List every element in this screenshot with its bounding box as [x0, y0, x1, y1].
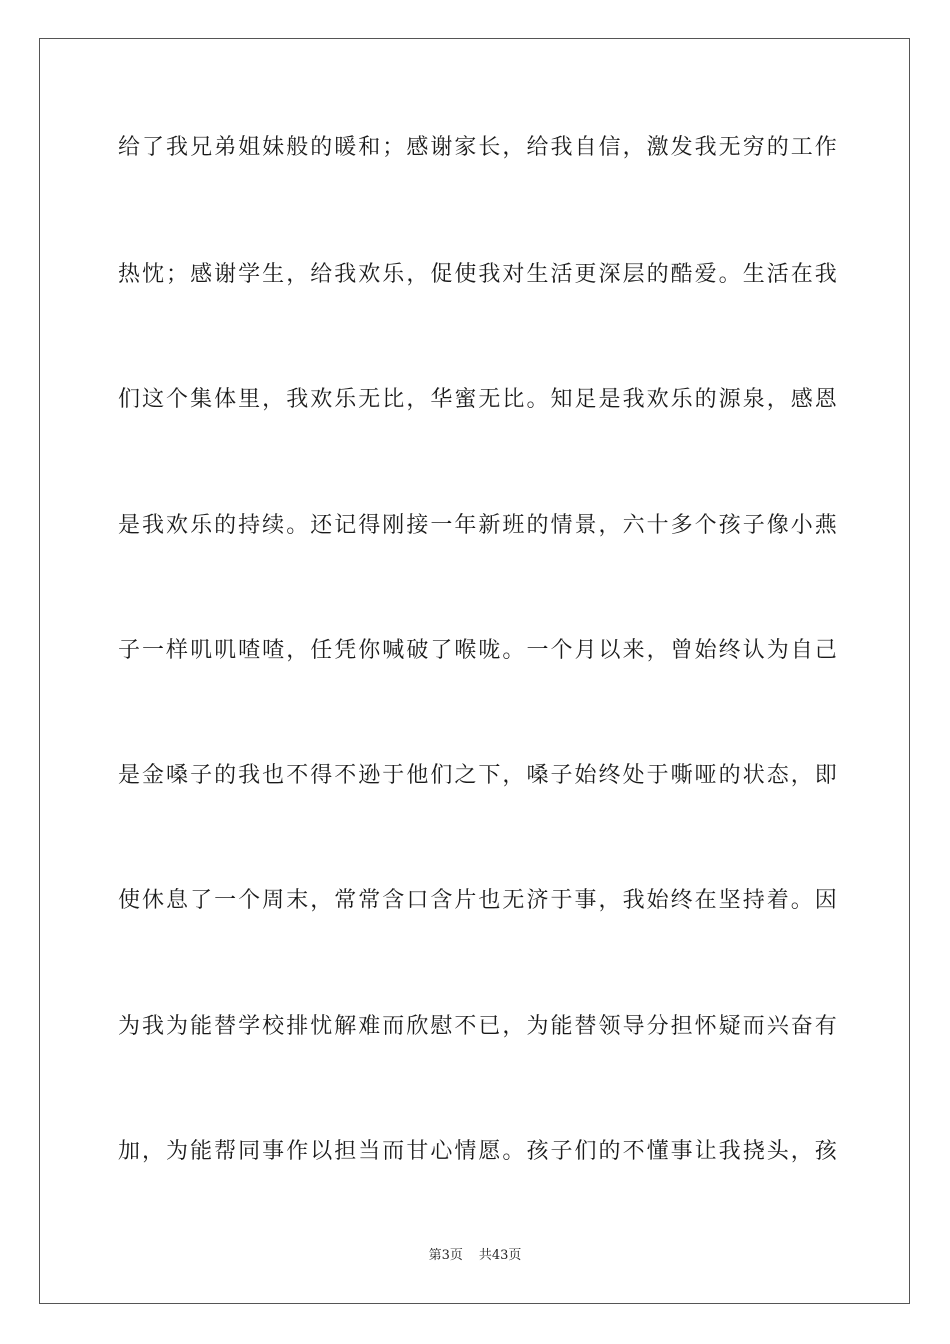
- text-line: 们这个集体里，我欢乐无比，华蜜无比。知足是我欢乐的源泉，感恩: [118, 387, 838, 412]
- text-line: 热忱；感谢学生，给我欢乐，促使我对生活更深层的酷爱。生活在我: [118, 262, 838, 287]
- text-line: 加，为能帮同事作以担当而甘心情愿。孩子们的不懂事让我挠头，孩: [118, 1139, 838, 1164]
- text-line: 给了我兄弟姐妹般的暖和；感谢家长，给我自信，激发我无穷的工作: [118, 135, 838, 160]
- text-line: 使休息了一个周末，常常含口含片也无济于事，我始终在坚持着。因: [118, 888, 838, 913]
- page-total: 共43页: [478, 1248, 522, 1263]
- text-line: 是金嗓子的我也不得不逊于他们之下，嗓子始终处于嘶哑的状态，即: [118, 763, 838, 788]
- page-border: [39, 38, 910, 1304]
- page-number: 第3页: [428, 1248, 463, 1263]
- text-line: 是我欢乐的持续。还记得刚接一年新班的情景，六十多个孩子像小燕: [118, 513, 838, 538]
- page-footer: [0, 1247, 950, 1265]
- text-line: 为我为能替学校排忧解难而欣慰不已，为能替领导分担怀疑而兴奋有: [118, 1014, 838, 1039]
- text-line: 子一样叽叽喳喳，任凭你喊破了喉咙。一个月以来，曾始终认为自己: [118, 638, 838, 663]
